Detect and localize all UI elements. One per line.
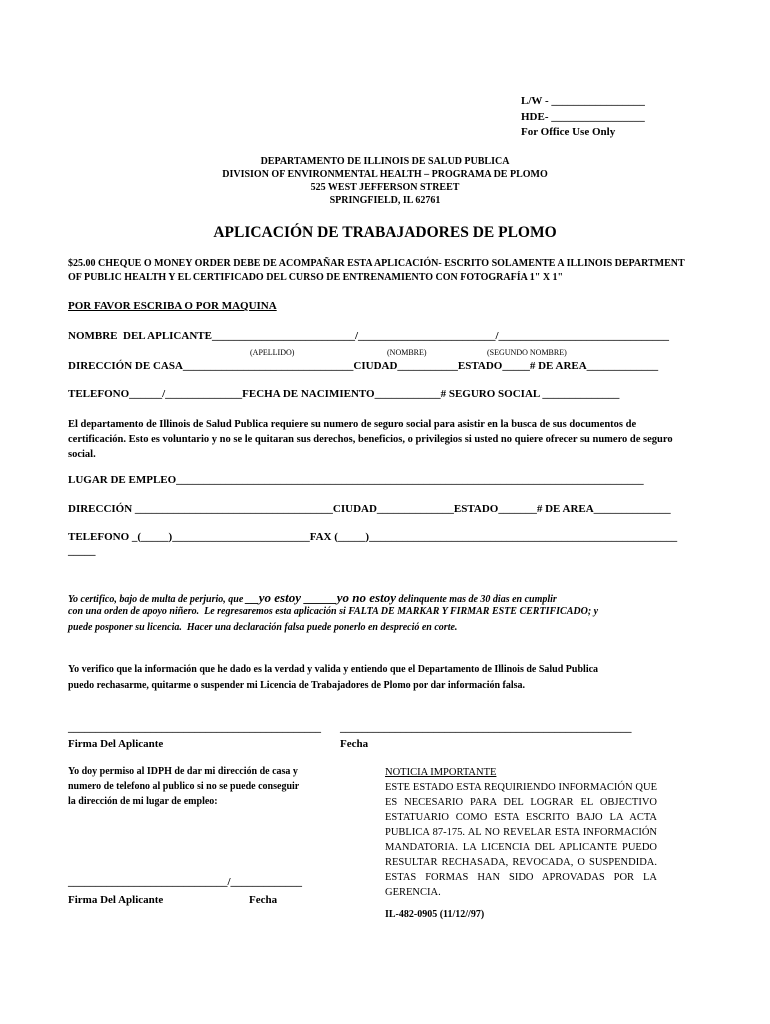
permission-line-1: Yo doy permiso al IDPH de dar mi dirección de casa y: [68, 766, 298, 777]
certify-suffix: delinquente mas de 30 dias en cumplir: [395, 594, 557, 605]
signature-label-1: Firma Del Aplicante: [68, 738, 164, 750]
last-name-caption: (APELLIDO): [250, 348, 295, 357]
verify-line-1: Yo verifico que la información que he dado es la verdad y valida y entiendo que el Departamento de Illinois de Salud Publica: [68, 664, 599, 675]
employer-place-field[interactable]: LUGAR DE EMPLEO_____________________________________________________________________________________: [68, 474, 644, 486]
option-yo-estoy: yo estoy: [258, 590, 301, 605]
signature-line-1[interactable]: ______________________________________________: [68, 722, 321, 734]
instruction: POR FAVOR ESCRIBA O POR MAQUINA: [68, 300, 277, 312]
middle-name-caption: (SEGUNDO NOMBRE): [487, 348, 567, 357]
employer-phone-fax-field[interactable]: TELEFONO _(_____)_________________________FAX (_____)________________________________________________________: [68, 531, 678, 543]
office-use-label: For Office Use Only: [521, 126, 616, 138]
applicant-name-field[interactable]: NOMBRE DEL APLICANTE__________________________/_________________________/_______________________________: [68, 330, 670, 342]
fee-line-1: $25.00 CHEQUE O MONEY ORDER DEBE DE ACOMPAÑAR ESTA APLICACIÓN- ESCRITO SOLAMENTE A ILLINOIS DEPARTMENT: [68, 258, 685, 269]
date-line-1[interactable]: _____________________________________________________: [340, 722, 632, 734]
signature-line-2[interactable]: _____________________________/_____________: [68, 876, 303, 888]
division-name: DIVISION OF ENVIRONMENTAL HEALTH – PROGRAMA DE PLOMO: [222, 169, 548, 180]
certify-blank-2[interactable]: _____: [301, 590, 337, 605]
certify-prefix: Yo certifico, bajo de multa de perjurio, que: [68, 594, 246, 605]
street-address: 525 WEST JEFFERSON STREET: [310, 182, 460, 193]
certify-line-2: con una orden de apoyo niñero. Le regresaremos esta aplicación si FALTA DE MARKAR Y FIRMAR ESTE CERTIFICADO; y: [68, 606, 599, 617]
city-address: SPRINGFIELD, IL 62761: [329, 195, 441, 206]
notice-title: NOTICIA IMPORTANTE: [385, 767, 497, 778]
permission-line-3: la dirección de mi lugar de empleo:: [68, 796, 218, 807]
option-yo-no-estoy: yo no estoy: [336, 590, 396, 605]
form-id: IL-482-0905 (11/12//97): [385, 909, 485, 920]
fee-line-2: OF PUBLIC HEALTH Y EL CERTIFICADO DEL CURSO DE ENTRENAMIENTO CON FOTOGRAFÍA 1" X 1": [68, 272, 564, 283]
certify-blank-1[interactable]: __: [245, 590, 259, 605]
permission-line-2: numero de telefono al publico si no se puede conseguir: [68, 781, 300, 792]
first-name-caption: (NOMBRE): [387, 348, 427, 357]
signature-label-2: Firma Del Aplicante: [68, 894, 164, 906]
certify-line-1: [68, 590, 557, 606]
page-title: APLICACIÓN DE TRABAJADORES DE PLOMO: [213, 224, 557, 241]
notice-body: ESTE ESTADO ESTA REQUIRIENDO INFORMACIÓN QUE ES NECESARIO PARA DEL LOGRAR EL OBJECTIVO ESTATUARIO COMO ESTA ESCRITO BAJO LA ACTA PUBLICA 87-175. AL NO REVELAR ESTA INFORMACIÓN MANDATORIA. LA LICENCIA DEL APLICANTE PUEDO RESULTAR RECHASADA, REVOCADA, O SUSPENDIDA. ESTAS FORMAS HAN SIDO APROVADAS POR LA GERENCIA.: [385, 782, 657, 898]
ssn-notice: El departamento de Illinois de Salud Publica requiere su numero de seguro social para asistir en la busca de sus documentos de certificación. Esto es voluntario y no se le quitaran sus derechos, beneficios, o privilegios si usted no quiere ofrecer su numero de seguro social.: [68, 419, 673, 460]
employer-address-field[interactable]: DIRECCIÓN ____________________________________CIUDAD______________ESTADO_______# DE AREA______________: [68, 503, 671, 515]
employer-phone-cont: _____: [68, 545, 96, 557]
date-label-1: Fecha: [340, 738, 369, 750]
home-address-field[interactable]: DIRECCIÓN DE CASA_______________________________CIUDAD___________ESTADO_____# DE AREA_____________: [68, 360, 659, 372]
office-lw-field[interactable]: L/W - _________________: [521, 95, 645, 107]
verify-line-2: puedo rechasarme, quitarme o suspender mi Licencia de Trabajadores de Plomo por dar información falsa.: [68, 680, 526, 691]
office-hde-field[interactable]: HDE- _________________: [521, 111, 645, 123]
certify-line-3: puede posponer su licencia. Hacer una declaración falsa puede ponerlo en despreció en corte.: [68, 622, 458, 633]
phone-dob-ssn-field[interactable]: TELEFONO______/______________FECHA DE NACIMIENTO____________# SEGURO SOCIAL ______________: [68, 388, 620, 400]
dept-name: DEPARTAMENTO DE ILLINOIS DE SALUD PUBLICA: [260, 156, 510, 167]
date-label-2: Fecha: [249, 894, 278, 906]
important-notice: [385, 765, 657, 900]
